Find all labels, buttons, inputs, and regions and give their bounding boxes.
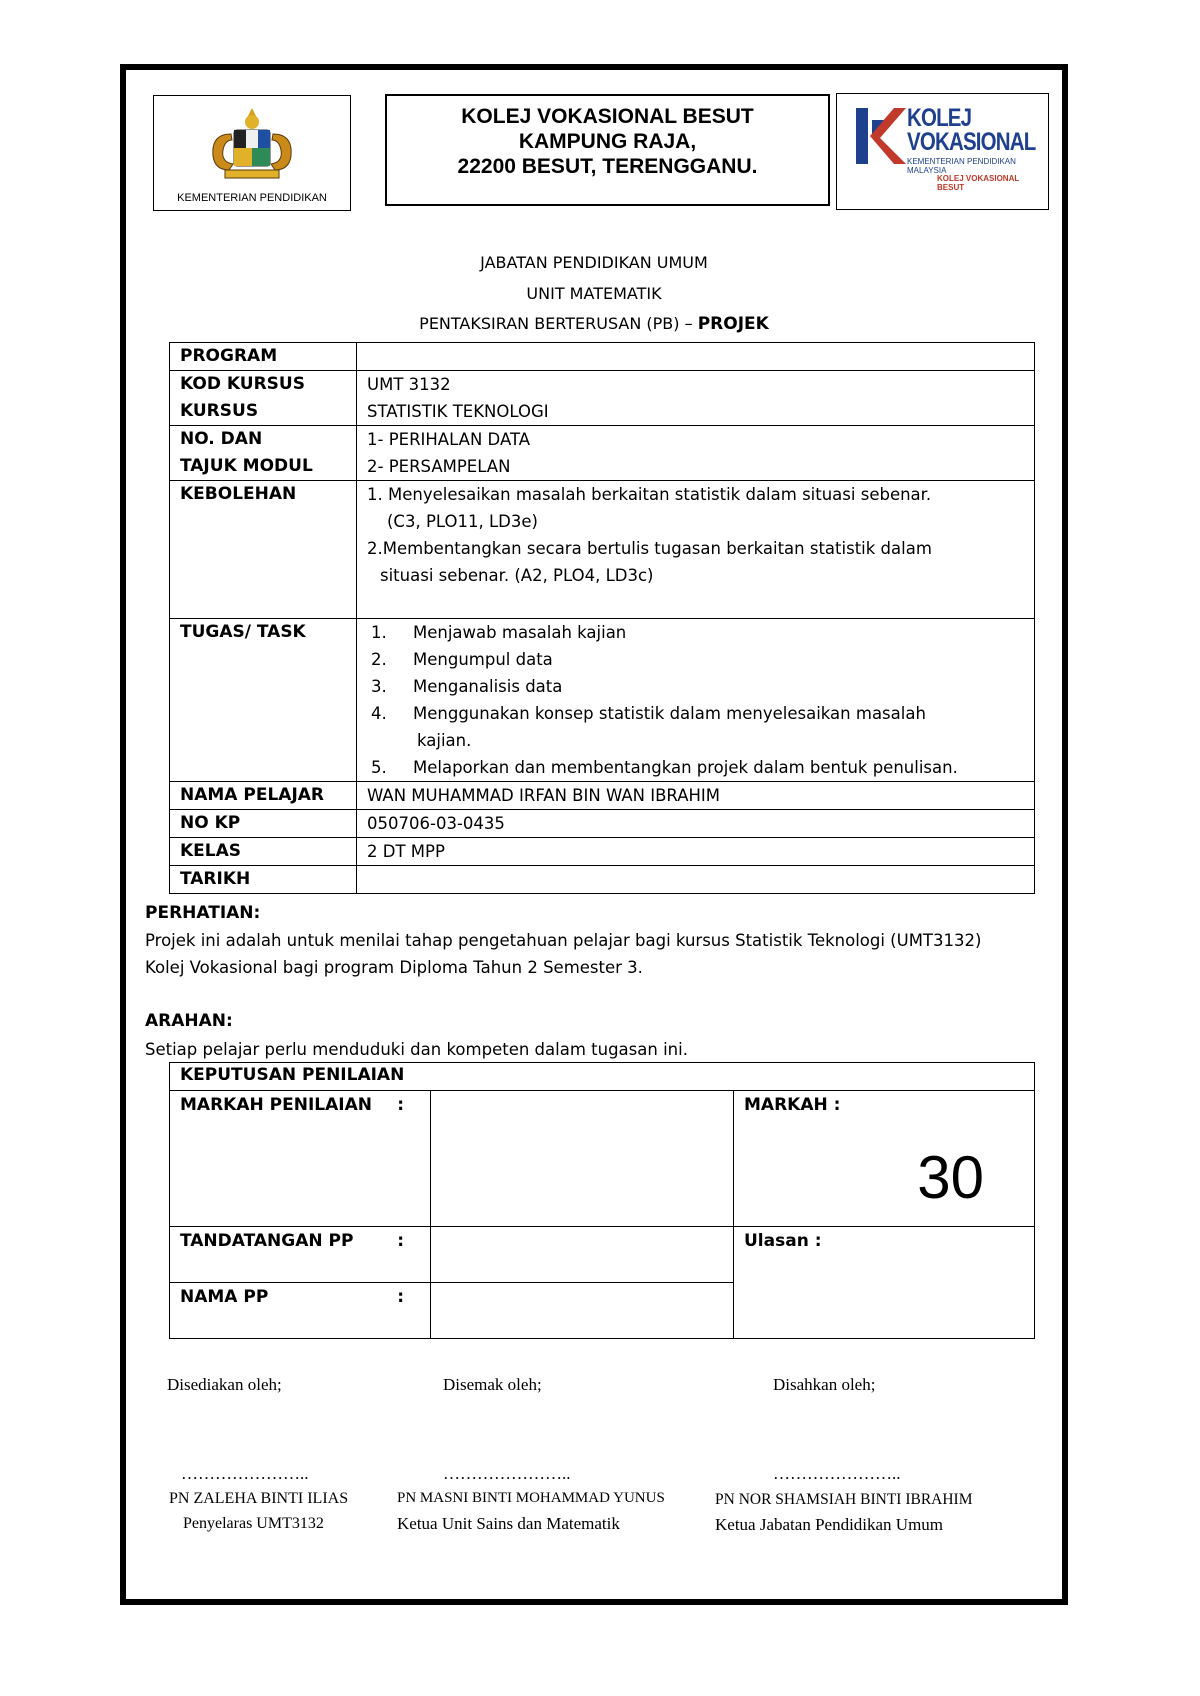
ability-value [357, 481, 1035, 619]
module-label-1: NO. DAN [180, 429, 263, 449]
colon: : [397, 1287, 404, 1307]
signature-line: ………………….. [181, 1464, 309, 1483]
ministry-caption: KEMENTERIAN PENDIDIKAN [177, 192, 327, 204]
checker-name: PN MASNI BINTI MOHAMMAD YUNUS [397, 1490, 665, 1506]
module-value-2: 2- PERSAMPELAN [367, 457, 511, 476]
assessment-heading: KEPUTUSAN PENILAIAN [170, 1063, 1035, 1091]
signature-pp-label: TANDATANGAN PP [180, 1231, 354, 1251]
signature-pp-value [431, 1227, 734, 1283]
program-label: PROGRAM [170, 343, 357, 371]
approved-by-label: Disahkan oleh; [773, 1375, 876, 1394]
college-logo-line2: VOKASIONAL [907, 128, 1036, 156]
ability-1-codes: (C3, PLO11, LD3e) [387, 512, 538, 531]
coat-of-arms-icon [201, 104, 303, 186]
ic-number-label: NO KP [170, 810, 357, 838]
task-text: Menggunakan konsep statistik dalam menyelesaikan masalah [413, 704, 926, 723]
ic-number-value: 050706-03-0435 [357, 810, 1035, 838]
college-logo-line3: KEMENTERIAN PENDIDIKAN MALAYSIA [907, 157, 1016, 175]
preparer-name: PN ZALEHA BINTI ILIAS [169, 1490, 349, 1507]
task-item [367, 619, 1024, 646]
marks-cell [734, 1091, 1035, 1227]
address-line-2: KAMPUNG RAJA, [518, 130, 697, 153]
pp-name-label-cell [170, 1283, 431, 1339]
perhatian-line-1: Projek ini adalah untuk menilai tahap pengetahuan pelajar bagi kursus Statistik Teknologi (UMT3132) [145, 931, 982, 950]
arahan-heading: ARAHAN: [145, 1011, 233, 1031]
assessment-title [120, 314, 1068, 334]
approver-title: Ketua Jabatan Pendidikan Umum [715, 1515, 944, 1534]
assessment-title-prefix: PENTAKSIRAN BERTERUSAN (PB) – [419, 314, 698, 333]
kursus-value: STATISTIK TEKNOLOGI [367, 402, 549, 421]
module-value-1: 1- PERIHALAN DATA [367, 430, 531, 449]
student-name-label: NAMA PELAJAR [170, 782, 357, 810]
task-item [367, 754, 1024, 781]
address-line-3: 22200 BESUT, TERENGGANU. [457, 155, 758, 178]
task-number: 2. [371, 650, 387, 669]
department-title: JABATAN PENDIDIKAN UMUM [480, 253, 708, 272]
address-line-1: KOLEJ VOKASIONAL BESUT [461, 105, 754, 128]
prepared-by-label: Disediakan oleh; [167, 1375, 282, 1394]
task-item [367, 646, 1024, 673]
task-item [367, 727, 1024, 754]
colon: : [397, 1095, 404, 1115]
task-item [367, 700, 1024, 727]
kv-logo-icon [854, 106, 906, 166]
assessment-title-type: PROJEK [697, 314, 769, 334]
task-text: Melaporkan dan membentangkan projek dalam bentuk penulisan. [413, 758, 958, 777]
module-value [357, 426, 1035, 481]
task-text: Mengumpul data [413, 650, 553, 669]
college-address [385, 94, 830, 206]
assessment-marks-value [431, 1091, 734, 1227]
ability-label: KEBOLEHAN [170, 481, 357, 619]
task-list [357, 619, 1035, 782]
ability-1: 1. Menyelesaikan masalah berkaitan statistik dalam situasi sebenar. [367, 485, 932, 504]
program-value [357, 343, 1035, 371]
pp-name-value [431, 1283, 734, 1339]
college-logo-line1: KOLEJ [907, 104, 972, 132]
module-label [170, 426, 357, 481]
assessment-marks-label-cell [170, 1091, 431, 1227]
task-number: 4. [371, 704, 387, 723]
date-value [357, 866, 1035, 894]
class-label: KELAS [170, 838, 357, 866]
unit-title: UNIT MATEMATIK [526, 284, 662, 303]
ability-2: 2.Membentangkan secara bertulis tugasan berkaitan statistik dalam [367, 539, 932, 558]
pp-name-label: NAMA PP [180, 1287, 269, 1307]
task-label: TUGAS/ TASK [170, 619, 357, 782]
perhatian-line-2: Kolej Vokasional bagi program Diploma Tahun 2 Semester 3. [145, 958, 643, 977]
kursus-label: KURSUS [180, 401, 259, 421]
checked-by-label: Disemak oleh; [443, 1375, 542, 1394]
task-number: 1. [371, 623, 387, 642]
comments-cell [734, 1227, 1035, 1339]
class-value: 2 DT MPP [357, 838, 1035, 866]
module-label-2: TAJUK MODUL [180, 456, 313, 476]
arahan-line-1: Setiap pelajar perlu menduduki dan kompeten dalam tugasan ini. [145, 1040, 688, 1059]
task-number [367, 727, 417, 754]
preparer-title: Penyelaras UMT3132 [183, 1515, 324, 1532]
signature-line: ………………….. [773, 1464, 901, 1483]
approver-name: PN NOR SHAMSIAH BINTI IBRAHIM [715, 1491, 973, 1508]
ability-2-cont: situasi sebenar. (A2, PLO4, LD3c) [380, 566, 654, 585]
signature-pp-label-cell [170, 1227, 431, 1283]
checker-title: Ketua Unit Sains dan Matematik [397, 1514, 620, 1533]
kod-kursus-value: UMT 3132 [367, 375, 451, 394]
perhatian-heading: PERHATIAN: [145, 903, 261, 923]
college-logo-line4: KOLEJ VOKASIONAL BESUT [937, 174, 1020, 192]
college-logo [836, 93, 1049, 210]
ministry-logo [153, 95, 351, 211]
date-label: TARIKH [170, 866, 357, 894]
task-text: kajian. [417, 731, 472, 750]
kod-kursus-label: KOD KURSUS [180, 374, 305, 394]
task-text: Menjawab masalah kajian [413, 623, 627, 642]
marks-value: 30 [917, 1144, 984, 1211]
assessment-marks-label: MARKAH PENILAIAN [180, 1095, 372, 1115]
course-code-value [357, 371, 1035, 426]
marks-label: MARKAH : [744, 1095, 841, 1115]
task-item [367, 673, 1024, 700]
assessment-table [169, 1062, 1035, 1339]
task-number: 3. [371, 677, 387, 696]
course-code-label [170, 371, 357, 426]
student-name-value: WAN MUHAMMAD IRFAN BIN WAN IBRAHIM [357, 782, 1035, 810]
task-text: Menganalisis data [413, 677, 563, 696]
course-info-table [169, 342, 1035, 894]
signature-line: ………………….. [443, 1464, 571, 1483]
colon: : [397, 1231, 404, 1251]
comments-label: Ulasan : [744, 1231, 822, 1251]
task-number: 5. [371, 758, 387, 777]
